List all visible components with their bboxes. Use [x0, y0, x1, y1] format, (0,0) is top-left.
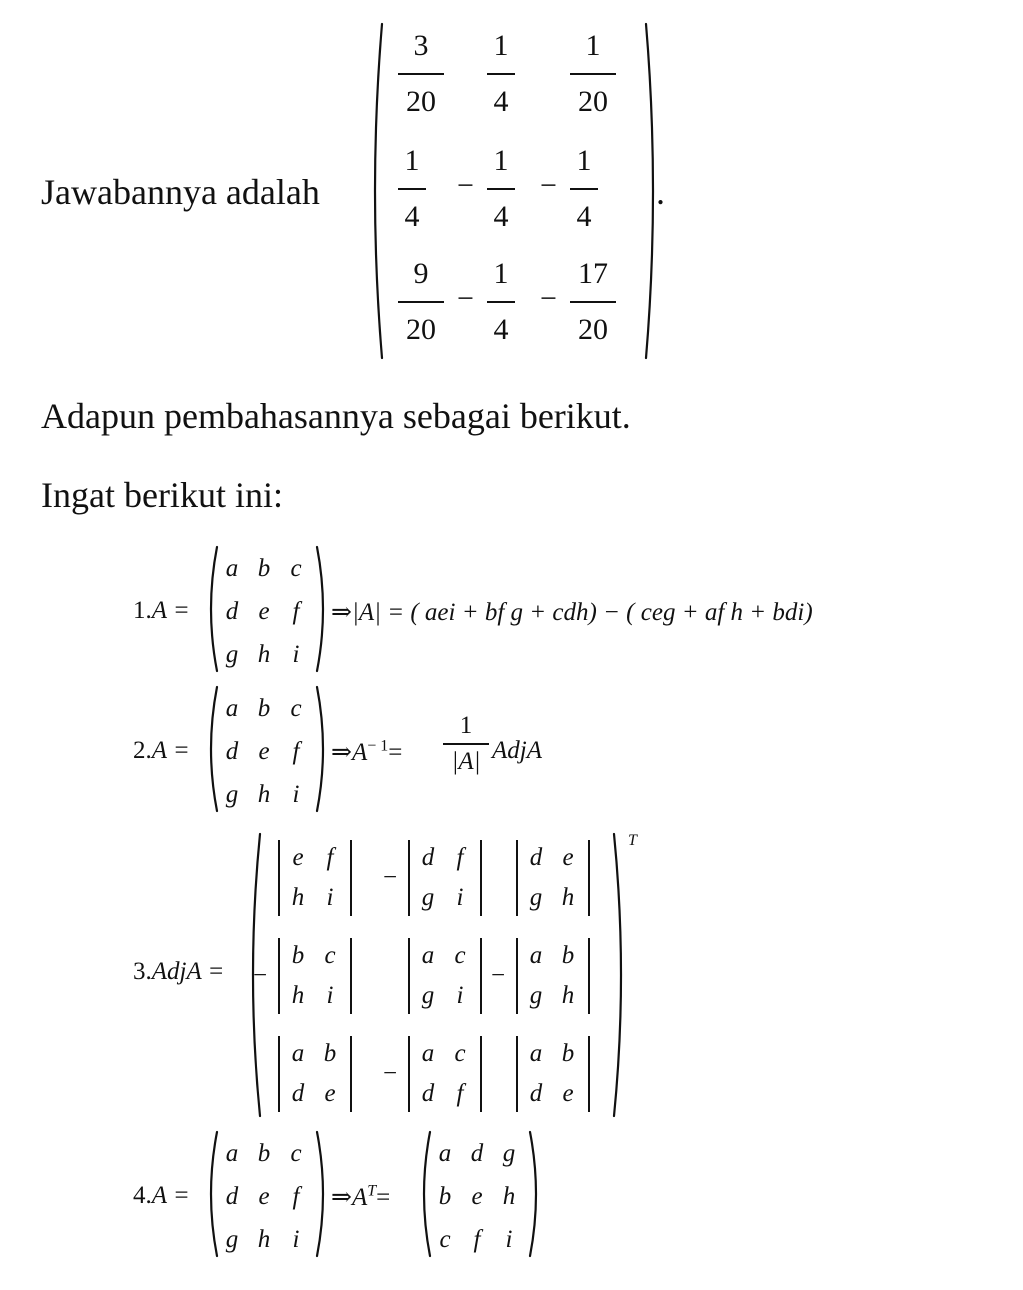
fraction-denominator: 20 — [578, 85, 608, 118]
determinant-bar-left — [408, 840, 410, 916]
matrix-entry: f — [292, 738, 300, 765]
matrix-right-paren — [313, 685, 331, 813]
matrix-entry: i — [292, 1226, 300, 1253]
matrix-entry: f — [292, 598, 300, 625]
paragraph-intro: Adapun pembahasannya sebagai berikut. — [41, 396, 631, 436]
fraction-denominator: 4 — [404, 200, 420, 233]
matrix-entry: a — [225, 695, 239, 722]
cofactor-minus: − — [253, 962, 268, 989]
rule4-label: 4.A = — [133, 1182, 190, 1209]
fraction-denominator: 4 — [493, 85, 509, 118]
answer-minus: − — [457, 169, 474, 202]
determinant-entry: i — [456, 884, 464, 911]
determinant-entry: b — [323, 1040, 337, 1067]
answer-intro: Jawabannya adalah — [41, 172, 320, 212]
matrix-entry: g — [225, 1226, 239, 1253]
determinant-entry: e — [292, 844, 304, 871]
determinant-bar-left — [278, 1036, 280, 1112]
determinant-entry: b — [291, 942, 305, 969]
determinant-entry: h — [291, 884, 305, 911]
matrix-entry: g — [225, 781, 239, 808]
determinant-entry: e — [324, 1080, 336, 1107]
matrix-entry: i — [292, 781, 300, 808]
fraction-bar — [570, 188, 598, 190]
fraction-numerator: 1 — [493, 29, 509, 62]
rule4-matrix — [203, 1130, 333, 1260]
matrix-entry: c — [290, 1140, 302, 1167]
determinant-entry: a — [421, 942, 435, 969]
rule1-label: 1.A = — [133, 597, 190, 624]
fraction-denominator: 4 — [493, 313, 509, 346]
rule4-transposed-matrix — [416, 1130, 546, 1260]
fraction-bar — [398, 301, 444, 303]
determinant-entry: f — [326, 844, 334, 871]
fraction-numerator: 1 — [404, 144, 420, 177]
fraction-denominator: 20 — [578, 313, 608, 346]
matrix-entry: f — [292, 1183, 300, 1210]
rule3-label: 3.AdjA = — [133, 958, 225, 985]
matrix-entry: d — [225, 598, 239, 625]
determinant-bar-left — [408, 938, 410, 1014]
determinant-entry: g — [529, 884, 543, 911]
determinant-entry: a — [529, 1040, 543, 1067]
determinant-entry: c — [454, 1040, 466, 1067]
matrix-entry: e — [258, 1183, 270, 1210]
fraction-bar — [487, 73, 515, 75]
matrix-right-paren — [313, 1130, 331, 1258]
paragraph-remember: Ingat berikut ini: — [41, 475, 283, 515]
matrix-entry: d — [470, 1140, 484, 1167]
answer-minus: − — [540, 282, 557, 315]
matrix-entry: i — [505, 1226, 513, 1253]
determinant-bar-left — [516, 938, 518, 1014]
determinant-entry: a — [529, 942, 543, 969]
fraction-bar — [487, 188, 515, 190]
determinant-entry: g — [421, 982, 435, 1009]
matrix-entry: e — [258, 738, 270, 765]
fraction-numerator: 1 — [585, 29, 601, 62]
determinant-entry: i — [326, 982, 334, 1009]
answer-fraction — [398, 30, 444, 118]
determinant-bar-right — [350, 1036, 352, 1112]
matrix-entry: a — [225, 1140, 239, 1167]
matrix-right-paren — [313, 545, 331, 673]
determinant-entry: f — [456, 1080, 464, 1107]
matrix-entry: d — [225, 1183, 239, 1210]
fraction-numerator: 1 — [493, 257, 509, 290]
fraction-numerator: 1 — [493, 144, 509, 177]
determinant-bar-left — [408, 1036, 410, 1112]
cofactor-minus: − — [383, 864, 398, 891]
determinant-entry: h — [561, 884, 575, 911]
determinant-entry: b — [561, 942, 575, 969]
matrix-entry: b — [257, 555, 271, 582]
answer-fraction — [398, 145, 426, 233]
determinant-entry: d — [529, 844, 543, 871]
fraction-bar — [398, 73, 444, 75]
rule2-fraction-den: |A| — [451, 748, 481, 775]
fraction-bar — [487, 301, 515, 303]
rule2-inverse: $\Rightarrow A^{- 1}=$ — [331, 737, 403, 766]
answer-fraction — [487, 145, 515, 233]
rule3-right-paren — [610, 832, 630, 1118]
answer-period: . — [656, 172, 665, 212]
determinant-entry: d — [291, 1080, 305, 1107]
determinant-bar-left — [516, 840, 518, 916]
determinant-entry: d — [529, 1080, 543, 1107]
fraction-numerator: 9 — [413, 257, 429, 290]
matrix-entry: g — [225, 641, 239, 668]
matrix-entry: h — [257, 781, 271, 808]
answer-fraction — [570, 30, 616, 118]
answer-fraction — [570, 258, 616, 346]
rule2-adj: AdjA — [492, 737, 542, 764]
answer-fraction — [570, 145, 598, 233]
matrix-entry: h — [502, 1183, 516, 1210]
determinant-entry: d — [421, 1080, 435, 1107]
matrix-entry: b — [438, 1183, 452, 1210]
answer-minus: − — [540, 169, 557, 202]
matrix-entry: e — [471, 1183, 483, 1210]
matrix-entry: d — [225, 738, 239, 765]
determinant-bar-left — [516, 1036, 518, 1112]
matrix-entry: h — [257, 1226, 271, 1253]
rule2-fraction-num: 1 — [459, 712, 473, 739]
determinant-entry: h — [291, 982, 305, 1009]
fraction-denominator: 4 — [576, 200, 592, 233]
fraction-denominator: 20 — [406, 85, 436, 118]
fraction-bar — [398, 188, 426, 190]
determinant-bar-left — [278, 840, 280, 916]
rule1-matrix — [203, 545, 333, 675]
fraction-bar — [570, 73, 616, 75]
determinant-entry: e — [562, 1080, 574, 1107]
determinant-entry: i — [456, 982, 464, 1009]
determinant-bar-right — [588, 840, 590, 916]
determinant-entry: b — [561, 1040, 575, 1067]
matrix-entry: h — [257, 641, 271, 668]
answer-fraction — [487, 258, 515, 346]
fraction-numerator: 1 — [576, 144, 592, 177]
matrix-entry: a — [225, 555, 239, 582]
matrix-right-paren — [526, 1130, 544, 1258]
matrix-entry: c — [290, 555, 302, 582]
matrix-entry: f — [473, 1226, 481, 1253]
fraction-numerator: 3 — [413, 29, 429, 62]
rule1-determinant: ⇒|A| = ( aei + bf g + cdh) − ( ceg + af h + bdi) — [331, 599, 813, 626]
matrix-entry: a — [438, 1140, 452, 1167]
determinant-bar-right — [588, 1036, 590, 1112]
matrix-entry: e — [258, 598, 270, 625]
determinant-entry: c — [324, 942, 336, 969]
matrix-entry: b — [257, 1140, 271, 1167]
cofactor-minus: − — [491, 962, 506, 989]
determinant-bar-right — [480, 840, 482, 916]
determinant-bar-right — [480, 938, 482, 1014]
rule2-matrix — [203, 685, 333, 815]
rule3-transpose: T — [628, 832, 637, 849]
determinant-bar-right — [350, 840, 352, 916]
fraction-denominator: 20 — [406, 313, 436, 346]
matrix-entry: g — [502, 1140, 516, 1167]
matrix-entry: b — [257, 695, 271, 722]
determinant-entry: e — [562, 844, 574, 871]
answer-minus: − — [457, 282, 474, 315]
determinant-entry: c — [454, 942, 466, 969]
fraction-bar — [570, 301, 616, 303]
fraction-numerator: 17 — [578, 257, 608, 290]
matrix-entry: c — [290, 695, 302, 722]
fraction-denominator: 4 — [493, 200, 509, 233]
determinant-bar-right — [480, 1036, 482, 1112]
determinant-entry: g — [529, 982, 543, 1009]
matrix-entry: i — [292, 641, 300, 668]
answer-fraction — [398, 258, 444, 346]
determinant-bar-right — [588, 938, 590, 1014]
answer-fraction — [487, 30, 515, 118]
determinant-bar-left — [278, 938, 280, 1014]
rule2-fraction — [443, 712, 489, 776]
determinant-bar-right — [350, 938, 352, 1014]
matrix-entry: c — [439, 1226, 451, 1253]
rule4-transpose: $\Rightarrow A^T=$ — [331, 1182, 391, 1211]
determinant-entry: a — [421, 1040, 435, 1067]
cofactor-minus: − — [383, 1060, 398, 1087]
determinant-entry: d — [421, 844, 435, 871]
determinant-entry: i — [326, 884, 334, 911]
determinant-entry: g — [421, 884, 435, 911]
determinant-entry: a — [291, 1040, 305, 1067]
determinant-entry: h — [561, 982, 575, 1009]
rule2-label: 2.A = — [133, 737, 190, 764]
left-paren — [366, 22, 386, 360]
determinant-entry: f — [456, 844, 464, 871]
